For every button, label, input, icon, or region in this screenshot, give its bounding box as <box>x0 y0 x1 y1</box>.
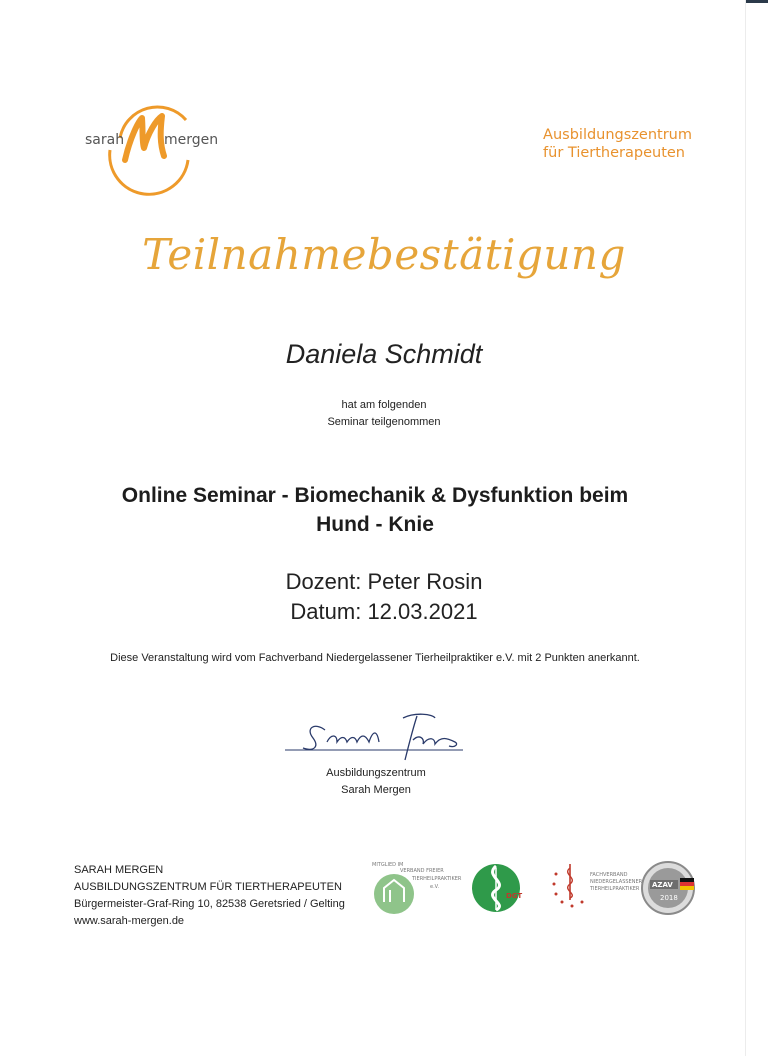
scan-edge-line <box>745 0 746 1056</box>
svg-text:VERBAND FREIER: VERBAND FREIER <box>400 868 444 874</box>
handwritten-signature <box>285 708 465 764</box>
svg-text:DGT: DGT <box>506 892 523 900</box>
svg-text:AZAV: AZAV <box>652 881 673 889</box>
svg-text:e.V.: e.V. <box>430 884 440 890</box>
academy-line-1: Ausbildungszentrum <box>543 127 692 143</box>
logo-first-name: sarah <box>85 132 125 148</box>
academy-line-2: für Tiertherapeuten <box>543 145 685 161</box>
accreditation-note: Diese Veranstaltung wird vom Fachverband Niedergelassener Tierheilpraktiker e.V. mit 2 Punkten anerkannt. <box>110 652 640 664</box>
svg-text:NIEDERGELASSENER: NIEDERGELASSENER <box>590 879 643 885</box>
lecturer-name: Dozent: Peter Rosin <box>285 569 483 594</box>
svg-text:2018: 2018 <box>660 894 678 902</box>
fnt-association-badge-icon <box>548 858 643 912</box>
footer-academy: AUSBILDUNGSZENTRUM FÜR TIERTHERAPEUTEN <box>74 881 342 893</box>
intro-text <box>0 397 768 431</box>
lecturer-block <box>0 567 768 627</box>
svg-text:FACHVERBAND: FACHVERBAND <box>590 872 628 878</box>
svg-text:TIERHEILPRAKTIKER: TIERHEILPRAKTIKER <box>590 886 640 892</box>
footer-address <box>74 862 345 930</box>
footer-company: SARAH MERGEN <box>74 864 164 876</box>
seminar-line-1: Online Seminar - Biomechanik & Dysfunktion beim <box>121 484 629 507</box>
footer-website: www.sarah-mergen.de <box>74 915 185 927</box>
certificate-title: Teilnahmebestätigung <box>142 230 626 279</box>
academy-heading <box>543 126 692 162</box>
participant-name: Daniela Schmidt <box>285 339 483 369</box>
azav-certification-badge-icon <box>640 860 702 916</box>
sarah-mergen-logo <box>80 98 220 188</box>
intro-line-2: Seminar teilgenommen <box>327 416 441 428</box>
signature-caption-line-1: Ausbildungszentrum <box>326 767 426 779</box>
seminar-line-2: Hund - Knie <box>316 513 434 536</box>
signature-caption-line-2: Sarah Mergen <box>341 784 411 796</box>
footer-street: Bürgermeister-Graf-Ring 10, 82538 Geretsried / Gelting <box>74 898 345 910</box>
svg-text:MITGLIED IM: MITGLIED IM <box>372 862 404 868</box>
seminar-title <box>110 481 640 539</box>
seminar-date: Datum: 12.03.2021 <box>290 599 478 624</box>
vft-member-badge-icon <box>368 858 462 920</box>
scan-corner-mark <box>746 0 768 3</box>
intro-line-1: hat am folgenden <box>341 399 427 411</box>
svg-text:TIERHEILPRAKTIKER: TIERHEILPRAKTIKER <box>412 876 462 882</box>
dgt-badge-icon <box>470 862 526 914</box>
logo-last-name: mergen <box>164 132 219 148</box>
signature-caption <box>276 765 476 799</box>
